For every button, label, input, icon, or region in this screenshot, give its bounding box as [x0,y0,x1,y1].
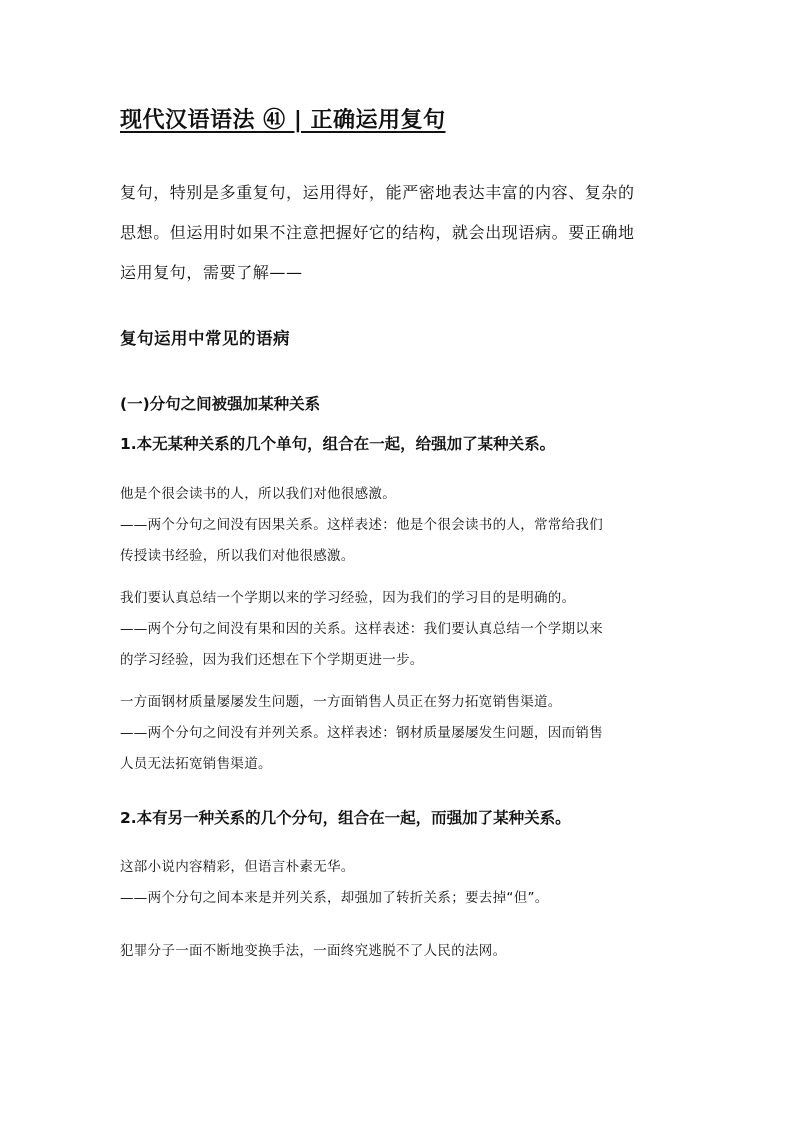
sub-heading: (一)分句之间被强加某种关系 [120,395,321,413]
intro-line: 思想。但运用时如果不注意把握好它的结构，就会出现语病。要正确地 [120,223,635,242]
page-title: 现代汉语语法 ㊶ | 正确运用复句 [120,108,446,133]
example-line: ——两个分句之间没有因果关系。这样表述：他是个很会读书的人，常常给我们 [120,517,603,533]
example-paragraph [120,852,680,914]
example-line: 他是个很会读书的人，所以我们对他很感激。 [120,486,396,502]
point-heading: 1.本无某种关系的几个单句，组合在一起，给强加了某种关系。 [120,435,556,453]
example-line: ——两个分句之间没有并列关系。这样表述：钢材质量屡屡发生问题，因而销售 [120,725,603,741]
point-heading: 2.本有另一种关系的几个分句，组合在一起，而强加了某种关系。 [120,809,571,827]
example-line: ——两个分句之间没有果和因的关系。这样表述：我们要认真总结一个学期以来 [120,621,603,637]
example-paragraph [120,936,680,967]
example-paragraph [120,479,680,572]
intro-paragraph [120,173,680,293]
example-paragraph [120,583,680,676]
section-heading: 复句运用中常见的语病 [120,329,290,348]
example-line: 我们要认真总结一个学期以来的学习经验，因为我们的学习目的是明确的。 [120,590,576,606]
intro-line: 运用复句，需要了解—— [120,263,303,282]
example-line: ——两个分句之间本来是并列关系，却强加了转折关系；要去掉“但”。 [120,890,549,906]
example-paragraph [120,687,680,780]
intro-line: 复句，特别是多重复句，运用得好，能严密地表达丰富的内容、复杂的 [120,183,635,202]
example-line: 传授读书经验，所以我们对他很感激。 [120,548,355,564]
example-line: 的学习经验，因为我们还想在下个学期更进一步。 [120,652,424,668]
example-line: 人员无法拓宽销售渠道。 [120,756,272,772]
example-line: 犯罪分子一面不断地变换手法，一面终究逃脱不了人民的法网。 [120,943,507,959]
example-line: 一方面钢材质量屡屡发生问题，一方面销售人员正在努力拓宽销售渠道。 [120,694,562,710]
example-line: 这部小说内容精彩，但语言朴素无华。 [120,859,355,875]
